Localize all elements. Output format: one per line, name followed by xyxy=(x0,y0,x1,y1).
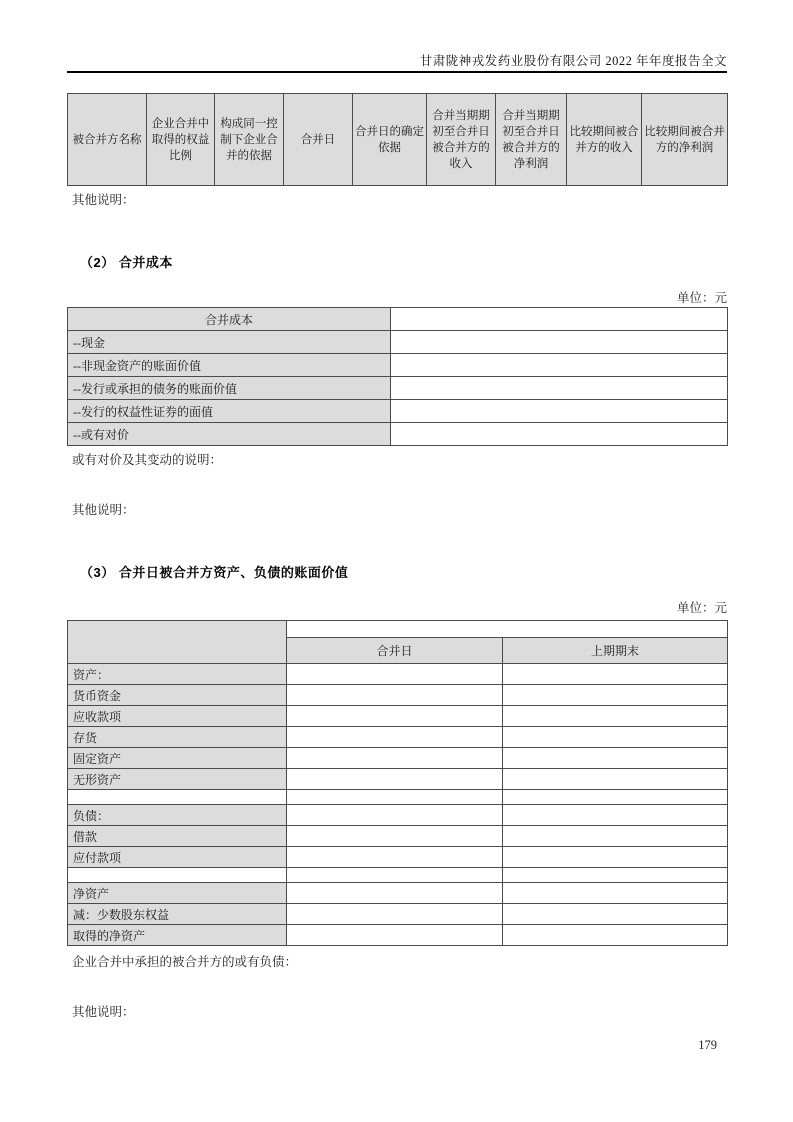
row-label-fixed-assets: 固定资产 xyxy=(68,748,287,769)
value-cell xyxy=(503,805,728,826)
table-row xyxy=(68,706,728,727)
value-cell xyxy=(503,727,728,748)
table-row xyxy=(68,308,728,331)
other-note-2: 其他说明： xyxy=(72,503,135,517)
table-row xyxy=(68,790,728,805)
table-row xyxy=(68,377,728,400)
section3-unit-label: 单位：元 xyxy=(676,601,727,615)
row-label-debt-book-value: --发行或承担的债务的账面价值 xyxy=(68,377,391,400)
table-row xyxy=(68,883,728,904)
row-label-assets: 资产： xyxy=(68,664,287,685)
corner-cell xyxy=(68,621,287,664)
table1-header-equity-ratio: 企业合并中取得的权益比例 xyxy=(147,94,215,186)
table1-header-comp-profit: 比较期间被合并方的净利润 xyxy=(642,94,728,186)
value-cell xyxy=(287,883,503,904)
other-note-3: 其他说明： xyxy=(72,1005,135,1019)
table-row xyxy=(68,621,728,638)
value-cell xyxy=(503,790,728,805)
table-row xyxy=(68,847,728,868)
table-row xyxy=(68,685,728,706)
section3-heading: （3） 合并日被合并方资产、负债的账面价值 xyxy=(80,565,349,580)
row-label-equity-face-value: --发行的权益性证券的面值 xyxy=(68,400,391,423)
col-header-merger-date: 合并日 xyxy=(287,638,503,664)
table1-header-merged-party: 被合并方名称 xyxy=(68,94,147,186)
value-cell xyxy=(503,706,728,727)
table1-header-profit-to-date: 合并当期期初至合并日被合并方的净利润 xyxy=(496,94,567,186)
row-label-net-assets-acquired: 取得的净资产 xyxy=(68,925,287,946)
spacer-label-cell xyxy=(68,790,287,805)
row-label-receivables: 应收款项 xyxy=(68,706,287,727)
value-cell xyxy=(287,727,503,748)
row-label-liabilities: 负债： xyxy=(68,805,287,826)
value-cell xyxy=(391,331,728,354)
value-cell xyxy=(287,790,503,805)
value-cell xyxy=(503,904,728,925)
book-value-table xyxy=(67,620,728,946)
value-cell xyxy=(287,925,503,946)
table-row xyxy=(68,331,728,354)
spacer-label-cell xyxy=(68,868,287,883)
table-row xyxy=(68,868,728,883)
value-cell xyxy=(287,847,503,868)
other-note-1: 其他说明： xyxy=(72,193,135,207)
value-cell xyxy=(503,826,728,847)
value-cell xyxy=(391,423,728,446)
header-rule xyxy=(67,71,727,73)
merger-cost-header-cell: 合并成本 xyxy=(68,308,391,331)
table-row xyxy=(68,354,728,377)
blank-header-cell xyxy=(287,621,728,638)
section2-unit-label: 单位：元 xyxy=(676,291,727,305)
value-cell xyxy=(287,805,503,826)
table-row xyxy=(68,826,728,847)
table1-header-revenue-to-date: 合并当期期初至合并日被合并方的收入 xyxy=(427,94,496,186)
value-cell xyxy=(287,826,503,847)
value-cell xyxy=(503,847,728,868)
value-cell xyxy=(503,883,728,904)
value-cell xyxy=(287,904,503,925)
table-row xyxy=(68,925,728,946)
table-row xyxy=(68,904,728,925)
merger-info-table xyxy=(67,93,728,186)
value-cell xyxy=(287,706,503,727)
value-cell xyxy=(287,868,503,883)
row-label-cash: --现金 xyxy=(68,331,391,354)
table-row xyxy=(68,664,728,685)
table1-header-common-control-basis: 构成同一控制下企业合并的依据 xyxy=(215,94,284,186)
table-row xyxy=(68,805,728,826)
row-label-inventory: 存货 xyxy=(68,727,287,748)
row-label-net-assets: 净资产 xyxy=(68,883,287,904)
page-number: 179 xyxy=(698,1038,717,1052)
value-cell xyxy=(391,308,728,331)
table-row xyxy=(68,769,728,790)
value-cell xyxy=(503,685,728,706)
value-cell xyxy=(503,748,728,769)
value-cell xyxy=(503,664,728,685)
header-title: 甘肃陇神戎发药业股份有限公司 2022 年年度报告全文 xyxy=(419,54,727,68)
table-row xyxy=(68,94,728,186)
value-cell xyxy=(287,664,503,685)
row-label-borrowings: 借款 xyxy=(68,826,287,847)
value-cell xyxy=(503,868,728,883)
row-label-monetary-funds: 货币资金 xyxy=(68,685,287,706)
value-cell xyxy=(287,748,503,769)
col-header-prior-period-end: 上期期末 xyxy=(503,638,728,664)
row-label-noncash-book-value: --非现金资产的账面价值 xyxy=(68,354,391,377)
table-row xyxy=(68,423,728,446)
table1-header-merger-date: 合并日 xyxy=(284,94,353,186)
contingent-liability-note: 企业合并中承担的被合并方的或有负债： xyxy=(72,955,298,969)
value-cell xyxy=(391,400,728,423)
row-label-minority-interest: 减：少数股东权益 xyxy=(68,904,287,925)
table1-header-date-basis: 合并日的确定依据 xyxy=(353,94,427,186)
contingent-consideration-note: 或有对价及其变动的说明： xyxy=(72,453,223,467)
value-cell xyxy=(391,377,728,400)
value-cell xyxy=(503,769,728,790)
section2-heading: （2） 合并成本 xyxy=(80,255,173,270)
value-cell xyxy=(287,769,503,790)
table-row xyxy=(68,727,728,748)
merger-cost-table xyxy=(67,307,728,446)
table-row xyxy=(68,400,728,423)
row-label-payables: 应付款项 xyxy=(68,847,287,868)
table-row xyxy=(68,748,728,769)
value-cell xyxy=(391,354,728,377)
value-cell xyxy=(503,925,728,946)
row-label-intangible-assets: 无形资产 xyxy=(68,769,287,790)
value-cell xyxy=(287,685,503,706)
row-label-contingent-consideration: --或有对价 xyxy=(68,423,391,446)
table1-header-comp-revenue: 比较期间被合并方的收入 xyxy=(567,94,642,186)
